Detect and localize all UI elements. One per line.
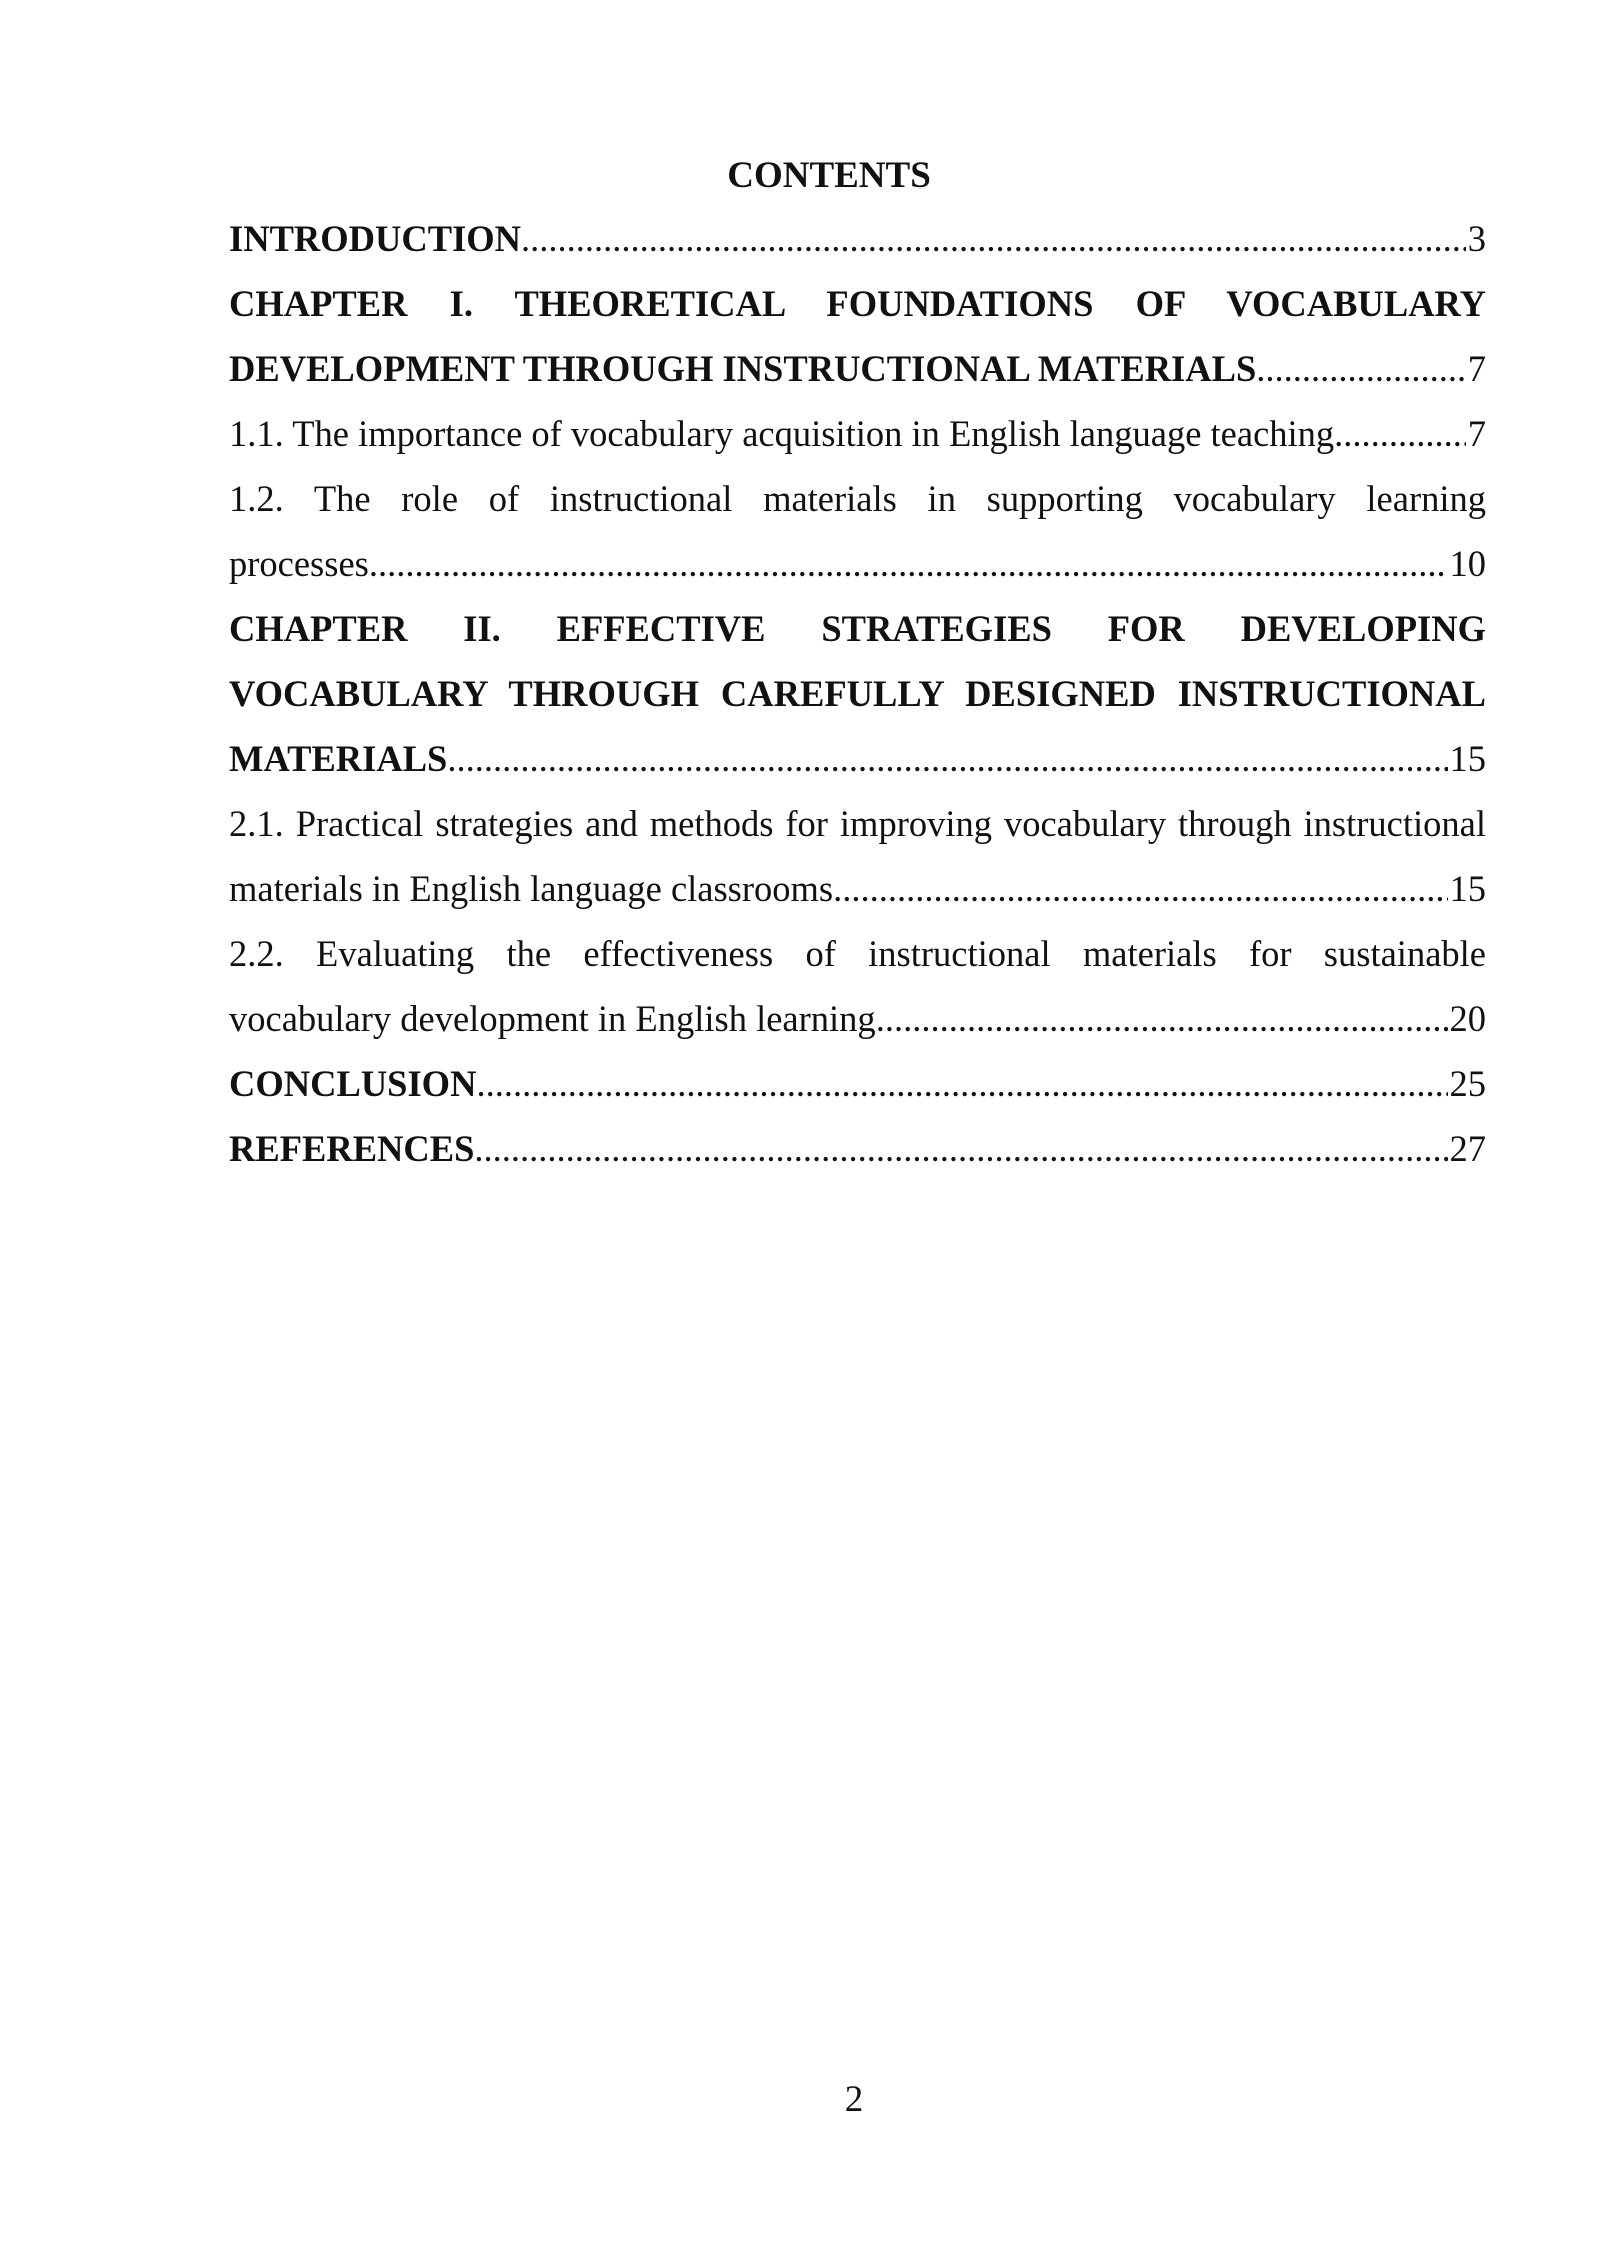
toc-entry[interactable] bbox=[229, 466, 1486, 596]
toc-entry[interactable] bbox=[229, 791, 1486, 921]
toc-entry-line: 2.1. Practical strategies and methods for improving vocabulary through instructional bbox=[229, 803, 1486, 844]
toc-entry[interactable] bbox=[229, 921, 1486, 1051]
table-of-contents bbox=[229, 206, 1486, 1181]
page-number: 2 bbox=[844, 2079, 864, 2120]
toc-page-number: 20 bbox=[1449, 998, 1486, 1039]
toc-entry-last-line bbox=[229, 726, 1486, 791]
toc-entry[interactable] bbox=[229, 596, 1486, 791]
toc-entry-title: vocabulary development in English learning bbox=[229, 998, 876, 1039]
toc-entry-title: REFERENCES bbox=[229, 1128, 475, 1169]
toc-entry[interactable] bbox=[229, 401, 1486, 466]
toc-page-number: 7 bbox=[1467, 413, 1486, 454]
dot-leader bbox=[369, 531, 1448, 596]
page-title: CONTENTS bbox=[727, 155, 931, 196]
toc-page-number: 25 bbox=[1449, 1063, 1486, 1104]
toc-page-number: 15 bbox=[1449, 868, 1486, 909]
toc-entry-last-line bbox=[229, 206, 1486, 271]
toc-entry-line: 2.2. Evaluating the effectiveness of instructional materials for sustainable bbox=[229, 933, 1486, 974]
toc-entry-title: materials in English language classrooms bbox=[229, 868, 834, 909]
dot-leader bbox=[447, 726, 1447, 791]
toc-entry-last-line bbox=[229, 1116, 1486, 1181]
toc-entry-line: CHAPTER II. EFFECTIVE STRATEGIES FOR DEVELOPING bbox=[229, 608, 1486, 649]
toc-entry-title: INTRODUCTION bbox=[229, 218, 522, 259]
toc-entry-last-line bbox=[229, 401, 1486, 466]
toc-page-number: 27 bbox=[1449, 1128, 1486, 1169]
toc-entry-title: CONCLUSION bbox=[229, 1063, 477, 1104]
toc-page-number: 3 bbox=[1467, 218, 1486, 259]
toc-entry[interactable] bbox=[229, 206, 1486, 271]
toc-entry-title: DEVELOPMENT THROUGH INSTRUCTIONAL MATERIALS bbox=[229, 348, 1257, 389]
toc-entry-title: 1.1. The importance of vocabulary acquisition in English language teaching bbox=[229, 413, 1335, 454]
toc-entry-line: CHAPTER I. THEORETICAL FOUNDATIONS OF VOCABULARY bbox=[229, 283, 1486, 324]
dot-leader bbox=[521, 206, 1466, 271]
dot-leader bbox=[876, 986, 1448, 1051]
toc-entry-last-line bbox=[229, 1051, 1486, 1116]
toc-entry-title: processes bbox=[229, 543, 369, 584]
toc-page-number: 7 bbox=[1467, 348, 1486, 389]
toc-entry[interactable] bbox=[229, 271, 1486, 401]
toc-entry-title: MATERIALS bbox=[229, 738, 448, 779]
dot-leader bbox=[1256, 336, 1465, 401]
toc-entry-last-line bbox=[229, 531, 1486, 596]
toc-entry-last-line bbox=[229, 336, 1486, 401]
toc-entry-last-line bbox=[229, 986, 1486, 1051]
dot-leader bbox=[476, 1051, 1447, 1116]
dot-leader bbox=[474, 1116, 1447, 1181]
toc-page-number: 15 bbox=[1449, 738, 1486, 779]
toc-entry-line: 1.2. The role of instructional materials in supporting vocabulary learning bbox=[229, 478, 1486, 519]
dot-leader bbox=[1334, 401, 1466, 466]
toc-entry-line: VOCABULARY THROUGH CAREFULLY DESIGNED INSTRUCTIONAL bbox=[229, 673, 1486, 714]
toc-page-number: 10 bbox=[1449, 543, 1486, 584]
toc-entry[interactable] bbox=[229, 1051, 1486, 1116]
toc-entry[interactable] bbox=[229, 1116, 1486, 1181]
toc-entry-last-line bbox=[229, 856, 1486, 921]
dot-leader bbox=[833, 856, 1447, 921]
